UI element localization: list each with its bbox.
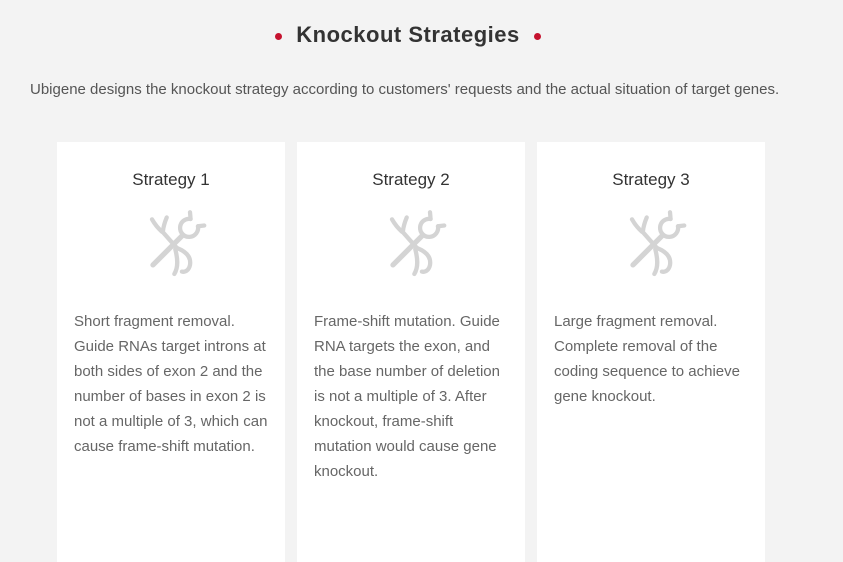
card-title: Strategy 1 <box>132 170 210 189</box>
card-title: Strategy 3 <box>612 170 690 189</box>
strategy-card-1 <box>57 142 285 562</box>
intro-paragraph: Ubigene designs the knockout strategy according to customers' requests and the actual situation of target genes. <box>30 81 780 98</box>
card-description: Large fragment removal. Complete removal of the coding sequence to achieve gene knockout. <box>554 313 740 405</box>
strategy-card-2 <box>297 142 525 562</box>
card-description: Frame-shift mutation. Guide RNA targets the exon, and the base number of deletion is not a multiple of 3. After knockout, frame-shift mutation would cause gene knockout. <box>314 313 500 480</box>
section-header <box>30 22 786 48</box>
strategy-cards-row <box>57 142 765 562</box>
crossed-tools-icon <box>373 207 449 283</box>
red-dot-icon <box>275 33 282 40</box>
card-description: Short fragment removal. Guide RNAs target introns at both sides of exon 2 and the number of bases in exon 2 is not a multiple of 3, which can cause frame-shift mutation. <box>74 313 268 455</box>
page-title: Knockout Strategies <box>296 22 520 47</box>
crossed-tools-icon <box>613 207 689 283</box>
red-dot-icon <box>534 33 541 40</box>
strategy-card-3 <box>537 142 765 562</box>
card-title: Strategy 2 <box>372 170 450 189</box>
content-section <box>30 0 786 105</box>
crossed-tools-icon <box>133 207 209 283</box>
